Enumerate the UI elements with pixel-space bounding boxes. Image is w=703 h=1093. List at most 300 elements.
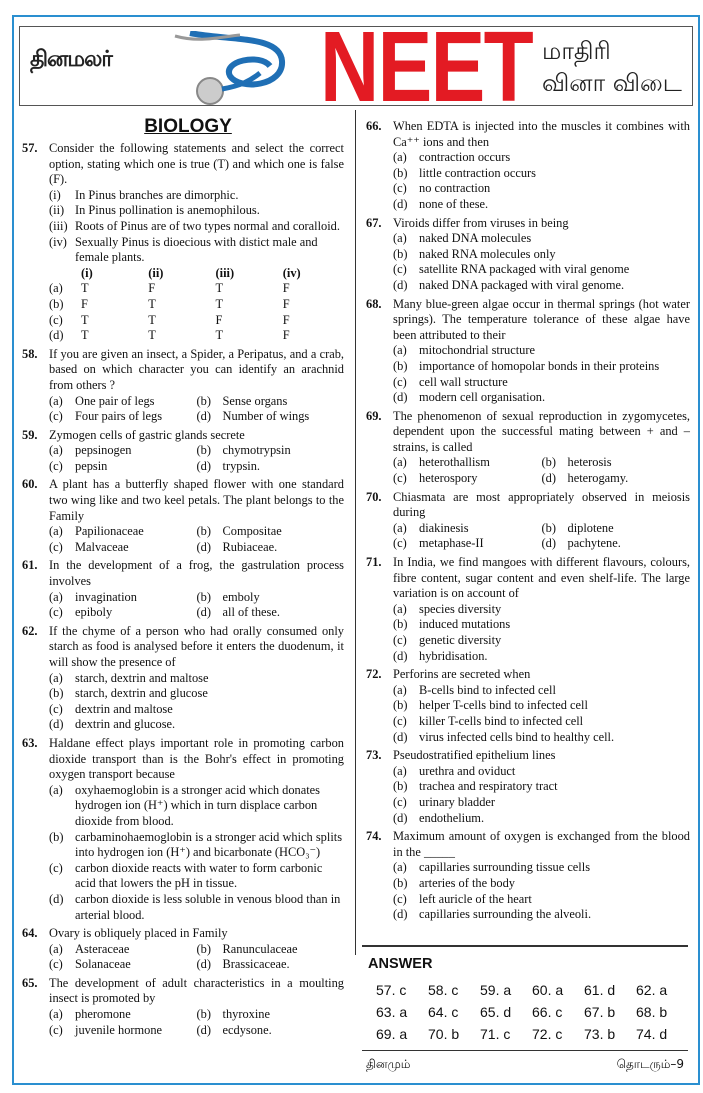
- option-letter: (d): [196, 409, 211, 424]
- option: [542, 536, 691, 552]
- option-row: [49, 957, 344, 973]
- question-number: 66.: [366, 119, 382, 133]
- option-letter: (b): [49, 686, 64, 701]
- question-text: In India, we find mangoes with different flavours, colours, fibre content, sugar content and even shelf-life. The large variation is on account of: [393, 555, 690, 601]
- option: [393, 278, 690, 294]
- option: [49, 590, 197, 606]
- option-letter: (c): [49, 860, 63, 875]
- option-letter: (i): [49, 187, 61, 202]
- question-text: Zymogen cells of gastric glands secrete: [49, 427, 245, 442]
- option-letter: (ii): [49, 203, 65, 218]
- dinamalar-logo: தினமலர்: [30, 47, 112, 72]
- question-item: [366, 297, 690, 406]
- question-item: [366, 409, 690, 487]
- option-row: [49, 443, 344, 459]
- option-letter: (b): [541, 455, 556, 470]
- option: [197, 524, 345, 540]
- answer-item: 59. a: [480, 981, 512, 998]
- option-text: no contraction: [419, 181, 491, 196]
- header-subtitle: [542, 35, 682, 99]
- question-header: [366, 297, 690, 344]
- table-cell: F: [282, 312, 290, 327]
- option: [393, 617, 690, 633]
- answer-item: 63. a: [376, 1003, 408, 1020]
- option: [49, 861, 344, 892]
- option-text: pheromone: [75, 1007, 131, 1022]
- option: [197, 1023, 345, 1039]
- question-text: Perforins are secreted when: [393, 667, 531, 682]
- question-text: Haldane effect plays important role in promoting carbon dioxide transport than is the Bohr's effect in promoting oxygen transport because: [49, 735, 344, 782]
- option-letter: (b): [393, 779, 408, 794]
- option-letter: (a): [49, 589, 63, 604]
- answer-grid: [362, 979, 688, 1045]
- option-text: satellite RNA packaged with viral genome: [419, 262, 630, 277]
- question-item: [22, 477, 344, 555]
- option-letter: (d): [196, 539, 211, 554]
- row-label: (a): [49, 281, 63, 296]
- options: [393, 764, 690, 826]
- option-letter: (a): [393, 520, 407, 535]
- options: [393, 602, 690, 664]
- options: [49, 783, 344, 923]
- option-text: capillaries surrounding the alveoli.: [419, 907, 592, 922]
- table-cell: T: [215, 281, 224, 296]
- option: [393, 359, 690, 375]
- option: [49, 524, 197, 540]
- question-header: [22, 736, 344, 783]
- option-text: pepsinogen: [75, 443, 132, 458]
- question-header: [366, 667, 690, 683]
- question-number: 74.: [366, 829, 382, 844]
- question-item: [22, 428, 344, 475]
- option-text: Solanaceae: [75, 957, 131, 972]
- table-cell: (i): [81, 265, 93, 280]
- option: [49, 942, 197, 958]
- question-number: 67.: [366, 215, 382, 230]
- table-cell: F: [215, 312, 223, 327]
- option: [393, 876, 690, 892]
- option-text: emboly: [222, 589, 260, 604]
- option: [197, 1007, 345, 1023]
- option-text: Ranunculaceae: [222, 941, 298, 956]
- options: [393, 455, 690, 486]
- section-title: BIOLOGY: [144, 116, 232, 137]
- option: [393, 166, 690, 182]
- row-label: (b): [49, 296, 64, 311]
- question-number: 71.: [366, 555, 382, 570]
- option-letter: (d): [541, 536, 556, 551]
- option: [49, 235, 344, 266]
- option-letter: (d): [196, 605, 211, 620]
- question-number: 58.: [22, 346, 38, 361]
- option-text: pachytene.: [567, 536, 621, 551]
- answer-item: 70. b: [428, 1025, 460, 1042]
- table-cell: F: [282, 296, 290, 311]
- option-letter: (c): [393, 536, 407, 551]
- answer-item: 69. a: [376, 1025, 408, 1042]
- option-text: dextrin and maltose: [75, 701, 173, 716]
- option: [393, 764, 690, 780]
- option-text: carbaminohaemoglobin is a stronger acid which splits into hydrogen ion (H⁺) and bicarbonate (HCO₃⁻): [75, 829, 343, 860]
- option-letter: (d): [393, 196, 408, 211]
- option-text: cell wall structure: [419, 374, 508, 389]
- option-letter: (a): [49, 393, 63, 408]
- option: [49, 717, 344, 733]
- question-text: If the chyme of a person who had orally consumed only starch as food is analysed before it enters the duodenum, it will show the presence of: [49, 623, 344, 669]
- option: [393, 730, 690, 746]
- option-letter: (c): [393, 891, 407, 906]
- options: [49, 394, 344, 425]
- option-row: [49, 409, 344, 425]
- question-header: [22, 926, 344, 942]
- question-text: A plant has a butterfly shaped flower with one standard two wing like and two keel petals. The plant belongs to the Family: [49, 477, 344, 523]
- option-letter: (d): [393, 277, 408, 292]
- option: [393, 811, 690, 827]
- question-number: 69.: [366, 408, 382, 423]
- option: [197, 540, 345, 556]
- option: [197, 942, 345, 958]
- question-text: Viroids differ from viruses in being: [393, 215, 569, 230]
- option: [49, 459, 197, 475]
- option-text: Asteraceae: [75, 941, 130, 956]
- options: [49, 188, 344, 266]
- option: [393, 683, 690, 699]
- option: [393, 892, 690, 908]
- option-text: ecdysone.: [222, 1022, 272, 1037]
- option-letter: (b): [393, 875, 408, 890]
- option-text: carbon dioxide is less soluble in venous blood than in arterial blood.: [75, 891, 341, 922]
- option-text: little contraction occurs: [419, 165, 536, 180]
- option: [393, 150, 690, 166]
- option-letter: (c): [49, 458, 63, 473]
- question-item: [366, 829, 690, 923]
- option: [49, 671, 344, 687]
- option: [49, 1023, 197, 1039]
- question-item: [366, 667, 690, 745]
- option-letter: (b): [196, 443, 211, 458]
- options: [49, 671, 344, 733]
- column-divider: [355, 110, 356, 955]
- option: [393, 536, 542, 552]
- options: [393, 231, 690, 293]
- option-text: urinary bladder: [419, 794, 496, 809]
- option: [49, 394, 197, 410]
- question-item: [22, 347, 344, 425]
- option-text: oxyhaemoglobin is a stronger acid which donates hydrogen ion (H⁺) which in turn displace carbon dioxide from blood.: [75, 782, 320, 828]
- option-text: genetic diversity: [419, 633, 502, 647]
- option: [49, 686, 344, 702]
- option-text: In Pinus branches are dimorphic.: [75, 187, 239, 202]
- footer-continued: தொடரும்–9: [616, 1057, 684, 1071]
- option-letter: (d): [196, 1022, 211, 1037]
- option-letter: (b): [196, 524, 211, 539]
- option-letter: (b): [196, 1007, 211, 1022]
- question-number: 70.: [366, 489, 382, 504]
- option-text: One pair of legs: [75, 393, 155, 408]
- option-letter: (d): [196, 957, 211, 972]
- option-text: Rubiaceae.: [222, 539, 278, 554]
- option-letter: (a): [49, 670, 63, 685]
- option-letter: (a): [393, 682, 407, 697]
- question-header: [366, 119, 690, 150]
- table-cell: (ii): [148, 265, 164, 280]
- table-cell: F: [282, 281, 290, 296]
- question-item: [22, 624, 344, 733]
- option-text: heterosis: [567, 455, 612, 470]
- option-text: arteries of the body: [419, 875, 515, 890]
- table-cell: (iv): [282, 265, 301, 280]
- option-text: carbon dioxide reacts with water to form carbonic acid that lowers the pH in tissue.: [75, 860, 323, 891]
- option-text: pepsin: [75, 458, 108, 473]
- question-item: [366, 748, 690, 826]
- option: [197, 957, 345, 973]
- question-number: 59.: [22, 427, 38, 442]
- option-text: contraction occurs: [419, 150, 511, 165]
- option-text: B-cells bind to infected cell: [419, 682, 556, 697]
- answer-item: 71. c: [480, 1025, 511, 1042]
- option: [197, 590, 345, 606]
- question-item: [22, 926, 344, 973]
- option: [49, 1007, 197, 1023]
- option: [49, 219, 344, 235]
- option-text: metaphase-II: [419, 536, 484, 551]
- option-letter: (b): [196, 941, 211, 956]
- option: [393, 714, 690, 730]
- question-text: Chiasmata are most appropriately observed in meiosis during: [393, 489, 690, 520]
- question-item: [22, 141, 344, 344]
- option: [393, 698, 690, 714]
- stethoscope-icon: [170, 31, 300, 106]
- options: [49, 443, 344, 474]
- question-number: 62.: [22, 623, 38, 638]
- option-text: invagination: [75, 589, 137, 604]
- question-item: [22, 558, 344, 620]
- table-cell: T: [215, 296, 224, 311]
- option: [49, 540, 197, 556]
- option-letter: (c): [49, 409, 63, 424]
- option-letter: (d): [49, 717, 64, 732]
- option-letter: (c): [393, 181, 407, 196]
- subtitle-line-1: மாதிரி: [542, 37, 611, 65]
- option-letter: (iii): [49, 218, 68, 233]
- option-text: juvenile hormone: [75, 1022, 163, 1037]
- option-text: modern cell organisation.: [419, 390, 546, 405]
- option-letter: (c): [49, 1022, 63, 1037]
- option-text: Roots of Pinus are of two types normal and coralloid.: [75, 218, 340, 233]
- question-number: 61.: [22, 558, 38, 573]
- option: [49, 892, 344, 923]
- option: [393, 390, 690, 406]
- row-label: [49, 266, 75, 282]
- answer-section: [362, 945, 688, 1073]
- options: [49, 1007, 344, 1038]
- divider: [362, 945, 688, 947]
- option: [197, 394, 345, 410]
- option-letter: (d): [393, 648, 408, 663]
- option-text: naked DNA molecules: [419, 231, 532, 246]
- answer-title: ANSWER: [368, 955, 433, 972]
- question-text: In the development of a frog, the gastrulation process involves: [49, 558, 344, 589]
- option-text: Four pairs of legs: [75, 409, 163, 424]
- option-letter: (b): [196, 393, 211, 408]
- option-text: urethra and oviduct: [419, 763, 516, 778]
- table-cell: T: [81, 281, 89, 296]
- option-text: thyroxine: [222, 1007, 270, 1022]
- option: [393, 343, 690, 359]
- option-text: trachea and respiratory tract: [419, 779, 558, 794]
- option-letter: (b): [393, 165, 408, 180]
- option: [393, 779, 690, 795]
- options: [393, 150, 690, 212]
- table-cell: (iii): [215, 265, 235, 280]
- option-text: left auricle of the heart: [419, 891, 532, 906]
- option-text: In Pinus pollination is anemophilous.: [75, 203, 260, 218]
- divider: [362, 1050, 688, 1052]
- question-item: [366, 216, 690, 294]
- option: [393, 197, 690, 213]
- row-label: (c): [49, 312, 63, 327]
- answer-item: 58. c: [428, 981, 459, 998]
- table-cell: T: [81, 328, 89, 343]
- option-letter: (c): [393, 713, 407, 728]
- option-text: mitochondrial structure: [419, 343, 535, 358]
- option-letter: (a): [49, 443, 63, 458]
- option: [393, 649, 690, 665]
- option-letter: (b): [49, 829, 64, 844]
- option: [393, 521, 542, 537]
- question-header: [22, 624, 344, 671]
- table-cell: T: [215, 328, 224, 343]
- question-header: [366, 829, 690, 860]
- question-header: [22, 347, 344, 394]
- option: [542, 471, 691, 487]
- option-text: virus infected cells bind to healthy cell.: [419, 729, 615, 744]
- answer-item: 61. d: [584, 981, 616, 998]
- option: [49, 605, 197, 621]
- option-text: Brassicaceae.: [222, 957, 290, 972]
- option-text: naked RNA molecules only: [419, 246, 556, 261]
- option-text: helper T-cells bind to infected cell: [419, 698, 588, 713]
- option-text: chymotrypsin: [222, 443, 291, 458]
- question-text: Maximum amount of oxygen is exchanged from the blood in the _____: [393, 829, 690, 859]
- option: [197, 409, 345, 425]
- table-cell: T: [148, 328, 156, 343]
- option: [393, 375, 690, 391]
- option-text: trypsin.: [222, 458, 261, 473]
- question-item: [22, 736, 344, 923]
- option-row: [49, 590, 344, 606]
- answer-item: 65. d: [480, 1003, 512, 1020]
- option-text: none of these.: [419, 196, 489, 211]
- option-text: heterospory: [419, 471, 478, 486]
- option-text: species diversity: [419, 601, 502, 616]
- question-number: 73.: [366, 748, 382, 763]
- question-text: Consider the following statements and select the correct option, stating which one is true (T) and which one is false (F).: [49, 141, 344, 187]
- option-letter: (a): [49, 782, 63, 797]
- question-text: Many blue-green algae occur in thermal springs (hot water springs). The temperature tolerance of these algae have been attributed to their: [393, 296, 690, 342]
- option: [49, 702, 344, 718]
- option-row: [49, 605, 344, 621]
- question-header: [22, 428, 344, 444]
- option-text: dextrin and glucose.: [75, 717, 176, 732]
- option-text: epiboly: [75, 605, 113, 620]
- option-letter: (a): [393, 455, 407, 470]
- question-header: [366, 216, 690, 232]
- option-text: Papilionaceae: [75, 524, 144, 539]
- option-letter: (d): [541, 471, 556, 486]
- question-text: When EDTA is injected into the muscles it combines with Ca⁺⁺ ions and then: [393, 119, 690, 149]
- answer-item: 74. d: [636, 1025, 668, 1042]
- question-header: [22, 477, 344, 524]
- question-number: 63.: [22, 735, 38, 750]
- table-cell: T: [148, 312, 156, 327]
- option-letter: (c): [393, 633, 407, 647]
- question-item: [22, 976, 344, 1038]
- question-number: 65.: [22, 975, 38, 990]
- question-header: [366, 490, 690, 521]
- question-item: [366, 555, 690, 664]
- question-header: [366, 409, 690, 456]
- options: [49, 524, 344, 555]
- option-text: capillaries surrounding tissue cells: [419, 860, 591, 875]
- option: [393, 633, 690, 649]
- option-letter: (d): [393, 810, 408, 825]
- table-cell: F: [81, 296, 88, 311]
- option-letter: (a): [393, 763, 407, 778]
- option-letter: (a): [393, 231, 407, 246]
- option-text: starch, dextrin and maltose: [75, 670, 209, 685]
- option-text: Sexually Pinus is dioecious with distict male and female plants.: [75, 234, 318, 265]
- answer-item: 66. c: [532, 1003, 563, 1020]
- question-item: [366, 119, 690, 213]
- option: [393, 262, 690, 278]
- option-text: endothelium.: [419, 810, 485, 825]
- question-header: [366, 748, 690, 764]
- option: [49, 203, 344, 219]
- option: [49, 188, 344, 204]
- question-text: Pseudostratified epithelium lines: [393, 748, 556, 763]
- option-row: [49, 394, 344, 410]
- masthead: [19, 26, 693, 106]
- question-text: Ovary is obliquely placed in Family: [49, 926, 228, 941]
- option-text: diakinesis: [419, 520, 469, 535]
- question-text: The phenomenon of sexual reproduction in zygomycetes, dependent upon the successful mating between + and – strains, is called: [393, 408, 690, 454]
- option-letter: (b): [393, 698, 408, 713]
- option-letter: (c): [49, 605, 63, 620]
- option-letter: (a): [393, 343, 407, 358]
- option-text: all of these.: [222, 605, 280, 620]
- options: [49, 942, 344, 973]
- option: [393, 860, 690, 876]
- options: [393, 860, 690, 922]
- question-header: [22, 558, 344, 589]
- option-letter: (c): [49, 957, 63, 972]
- option-row: [393, 471, 690, 487]
- option-letter: (b): [393, 358, 408, 373]
- row-label: (d): [49, 328, 64, 343]
- option-letter: (d): [196, 458, 211, 473]
- question-item: [366, 490, 690, 552]
- option-letter: (b): [541, 520, 556, 535]
- table-cell: T: [81, 312, 89, 327]
- option-text: Compositae: [222, 524, 282, 539]
- option: [393, 455, 542, 471]
- neet-title: NEET: [320, 26, 533, 106]
- option: [49, 443, 197, 459]
- option-letter: (iv): [49, 234, 67, 249]
- answer-item: 68. b: [636, 1003, 668, 1020]
- option: [393, 795, 690, 811]
